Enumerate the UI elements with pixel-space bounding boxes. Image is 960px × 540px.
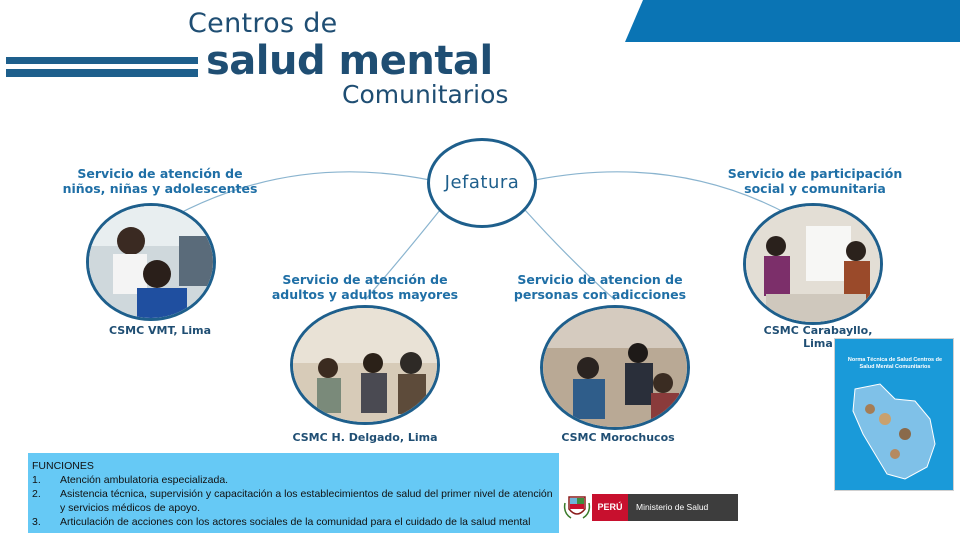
funcion-item [32, 515, 555, 529]
title-line-3: Comunitarios [342, 80, 509, 109]
funcion-number: 1. [32, 474, 41, 486]
service-ninos-title [60, 166, 260, 196]
caption-adultos: CSMC H. Delgado, Lima [292, 431, 438, 444]
caption-participacion: CSMC Carabayllo, Lima [763, 324, 873, 350]
service-adultos-line1: Servicio de atención de [282, 272, 448, 287]
service-adicciones-line2: personas con adicciones [513, 287, 687, 302]
title-line-1: Centros de [188, 8, 338, 39]
service-adicciones-title [505, 272, 695, 302]
funcion-text: Atención ambulatoria especializada. [60, 474, 229, 486]
photo-adicciones [540, 305, 690, 430]
cover-title: Norma Técnica de Salud Centros de Salud Mental Comunitarios [847, 357, 943, 370]
funcion-text: Articulación de acciones con los actores sociales de la comunidad para el cuidado de la salud mental [60, 516, 531, 528]
funcion-item [32, 473, 555, 487]
jefatura-node [427, 138, 537, 228]
service-ninos-line2: niños, niñas y adolescentes [62, 181, 258, 196]
photo-adultos-image [293, 308, 440, 425]
service-adicciones-line1: Servicio de atencion de [517, 272, 683, 287]
peru-logo-label: PERÚ [592, 494, 628, 521]
service-adultos-title [270, 272, 460, 302]
service-participacion-title [720, 166, 910, 196]
service-adultos-line2: adultos y adultos mayores [271, 287, 459, 302]
funcion-text: Asistencia técnica, supervisión y capacitación a los establecimientos de salud del primer nivel de atención y servicios médicos de apoyo. [60, 488, 553, 514]
service-participacion-line1: Servicio de participación [727, 166, 903, 181]
service-ninos-line1: Servicio de atención de [77, 166, 243, 181]
title-line-2: salud mental [206, 38, 493, 84]
funciones-heading: FUNCIONES [32, 460, 94, 472]
service-participacion-line2: social y comunitaria [744, 181, 886, 196]
funcion-item [32, 487, 555, 515]
funciones-box [28, 453, 559, 533]
caption-adicciones: CSMC Morochucos [561, 431, 675, 444]
photo-participacion [743, 203, 883, 325]
document-cover [834, 338, 954, 491]
photo-ninos [86, 203, 216, 321]
photo-adicciones-image [543, 308, 690, 430]
jefatura-label: Jefatura [444, 172, 520, 193]
caption-ninos: CSMC VMT, Lima [108, 324, 212, 337]
funcion-number: 3. [32, 516, 41, 528]
funcion-number: 2. [32, 488, 41, 500]
photo-adultos [290, 305, 440, 425]
coat-of-arms-icon [563, 493, 591, 521]
ministry-logo-label: Ministerio de Salud [628, 494, 738, 521]
photo-participacion-image [746, 206, 883, 325]
